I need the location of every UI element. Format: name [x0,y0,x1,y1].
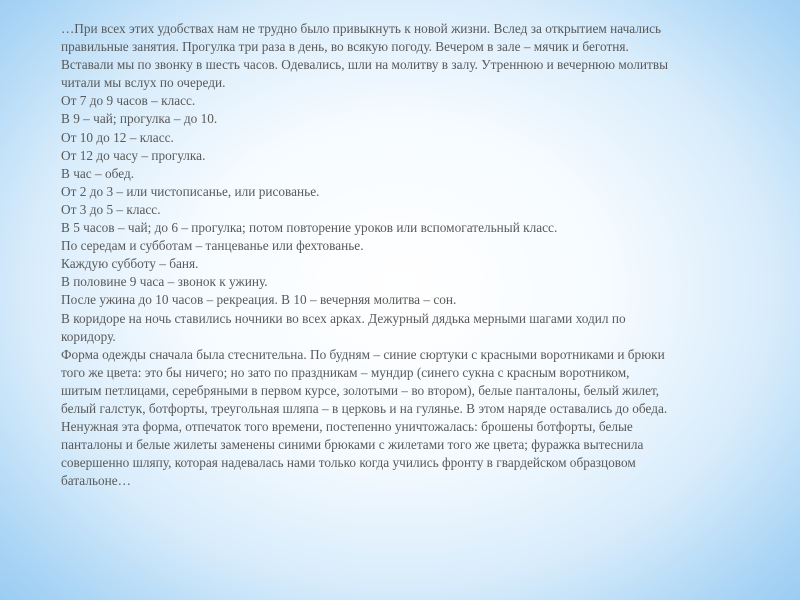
text-line: После ужина до 10 часов – рекреация. В 10 – вечерняя молитва – сон. [61,292,457,308]
text-line: совершенно шляпу, которая надевалась нами только когда учились фронту в гвардейском образцовом [61,455,636,471]
text-line: В 9 – чай; прогулка – до 10. [61,111,218,127]
text-line: того же цвета: это бы ничего; но зато по праздникам – мундир (синего сукна с красным воротником, [61,364,630,380]
text-line: От 3 до 5 – класс. [61,201,161,217]
text-line: белый галстук, ботфорты, треугольная шляпа – в церковь и на гулянье. В этом наряде оставались до обеда. [61,400,668,416]
text-line: В 5 часов – чай; до 6 – прогулка; потом повторение уроков или вспомогательный класс. [61,220,558,236]
text-line: Ненужная эта форма, отпечаток того времени, постепенно уничтожалась: брошены ботфорты, белые [61,419,633,435]
text-line: От 12 до часу – прогулка. [61,147,206,163]
text-line: Форма одежды сначала была стеснительна. По будням – синие сюртуки с красными воротниками и брюки [61,346,665,362]
text-line: В половине 9 часа – звонок к ужину. [61,274,268,290]
text-line: шитым петлицами, серебряными в первом курсе, золотыми – во втором), белые панталоны, белый жилет, [61,382,660,398]
text-line: По середам и субботам – танцеванье или фехтованье. [61,238,364,254]
text-line: В час – обед. [61,165,135,181]
text-line: Вставали мы по звонку в шесть часов. Одевались, шли на молитву в залу. Утреннюю и вечернюю молитвы [61,57,669,73]
text-block [61,20,781,490]
text-line: правильные занятия. Прогулка три раза в день, во всякую погоду. Вечером в зале – мячик и беготня. [61,39,629,55]
text-line: коридору. [61,328,116,344]
text-line: От 2 до 3 – или чистописанье, или рисованье. [61,183,320,199]
text-line: В коридоре на ночь ставились ночники во всех арках. Дежурный дядька мерными шагами ходил по [61,310,626,326]
text-line: От 7 до 9 часов – класс. [61,93,196,109]
text-line: панталоны и белые жилеты заменены синими брюками с жилетами того же цвета; фуражка вытеснила [61,437,644,453]
text-line: Каждую субботу – баня. [61,256,199,272]
text-line: батальоне… [61,473,131,489]
text-line: От 10 до 12 – класс. [61,129,174,145]
text-line: читали мы вслух по очереди. [61,75,226,91]
text-line: …При всех этих удобствах нам не трудно было привыкнуть к новой жизни. Вслед за открытием начались [61,21,662,36]
